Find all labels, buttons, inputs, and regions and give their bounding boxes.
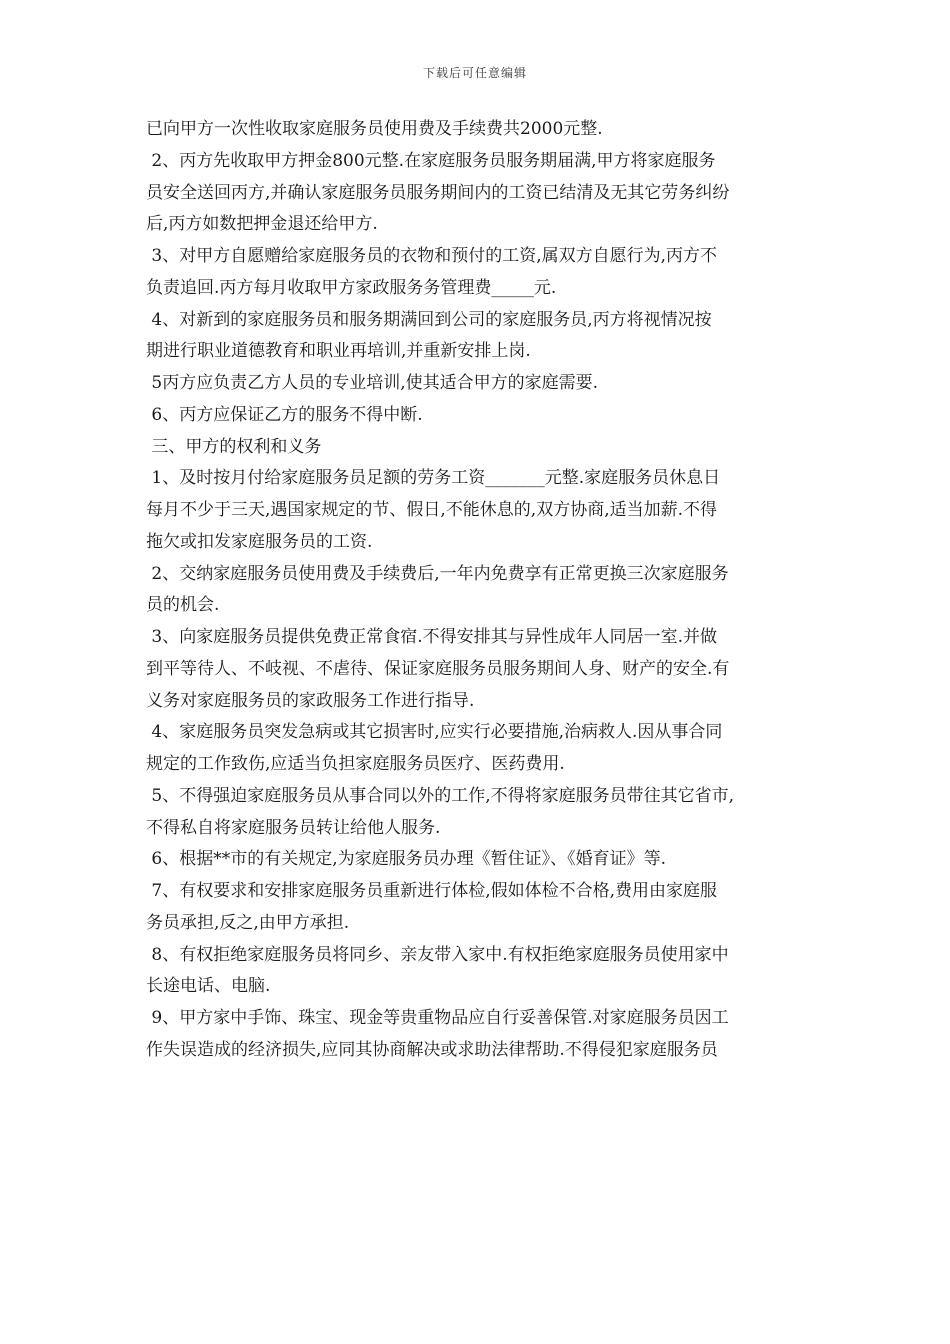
text-line: 2、丙方先收取甲方押金800元整.在家庭服务员服务期届满,甲方将家庭服务 [146,150,716,171]
text-line: 务员承担,反之,由甲方承担. [146,912,350,933]
text-line: 后,丙方如数把押金退还给甲方. [146,214,378,235]
text-line: 3、对甲方自愿赠给家庭服务员的衣物和预付的工资,属双方自愿行为,丙方不 [146,246,718,266]
page-header: 下载后可任意编辑 [422,66,527,80]
text-line: 1、及时按月付给家庭服务员足额的劳务工资_______元整.家庭服务员休息日 [146,468,721,489]
text-line: 每月不少于三天,遇国家规定的节、假日,不能休息的,双方协商,适当加薪.不得 [146,500,718,520]
text-line: 长途电话、电脑. [146,976,271,997]
text-line: 7、有权要求和安排家庭服务员重新进行体检,假如体检不合格,费用由家庭服 [146,881,718,901]
text-line: 负责追回.丙方每月收取甲方家政服务务管理费_____元. [146,277,557,298]
text-line: 3、向家庭服务员提供免费正常食宿.不得安排其与异性成年人同居一室.并做 [146,627,718,647]
text-line: 2、交纳家庭服务员使用费及手续费后,一年内免费享有正常更换三次家庭服务 [146,563,729,584]
text-line: 9、甲方家中手饰、珠宝、现金等贵重物品应自行妥善保管.对家庭服务员因工 [146,1008,729,1028]
text-line: 已向甲方一次性收取家庭服务员使用费及手续费共2000元整. [146,119,603,139]
text-line: 拖欠或扣发家庭服务员的工资. [146,531,373,552]
text-line: 5、不得强迫家庭服务员从事合同以外的工作,不得将家庭服务员带往其它省市, [146,785,735,806]
text-line: 规定的工作致伤,应适当负担家庭服务员医疗、医药费用. [146,754,565,774]
text-line: 5丙方应负责乙方人员的专业培训,使其适合甲方的家庭需要. [146,373,599,393]
text-line: 义务对家庭服务员的家政服务工作进行指导. [146,690,475,711]
text-line: 员的机会. [146,595,220,616]
text-line: 6、根据**市的有关规定,为家庭服务员办理《暂住证》、《婚育证》等. [146,849,667,870]
text-line: 4、家庭服务员突发急病或其它损害时,应实行必要措施,治病救人.因从事合同 [146,722,723,743]
text-line: 作失误造成的经济损失,应同其协商解决或求助法律帮助.不得侵犯家庭服务员 [146,1039,718,1060]
text-line: 6、丙方应保证乙方的服务不得中断. [146,404,423,425]
text-line: 员安全送回丙方,并确认家庭服务员服务期间内的工资已结清及无其它劳务纠纷 [146,182,730,203]
text-line: 期进行职业道德教育和职业再培训,并重新安排上岗. [146,341,531,362]
text-line: 4、对新到的家庭服务员和服务期满回到公司的家庭服务员,丙方将视情况按 [146,309,712,330]
section-heading: 三、甲方的权利和义务 [146,436,322,457]
text-line: 不得私自将家庭服务员转让给他人服务. [146,817,441,838]
text-line: 到平等待人、不岐视、不虐待、保证家庭服务员服务期间人身、财产的安全.有 [146,658,730,679]
text-line: 8、有权拒绝家庭服务员将同乡、亲友带入家中.有权拒绝家庭服务员使用家中 [146,944,729,965]
document-body [146,114,816,1067]
